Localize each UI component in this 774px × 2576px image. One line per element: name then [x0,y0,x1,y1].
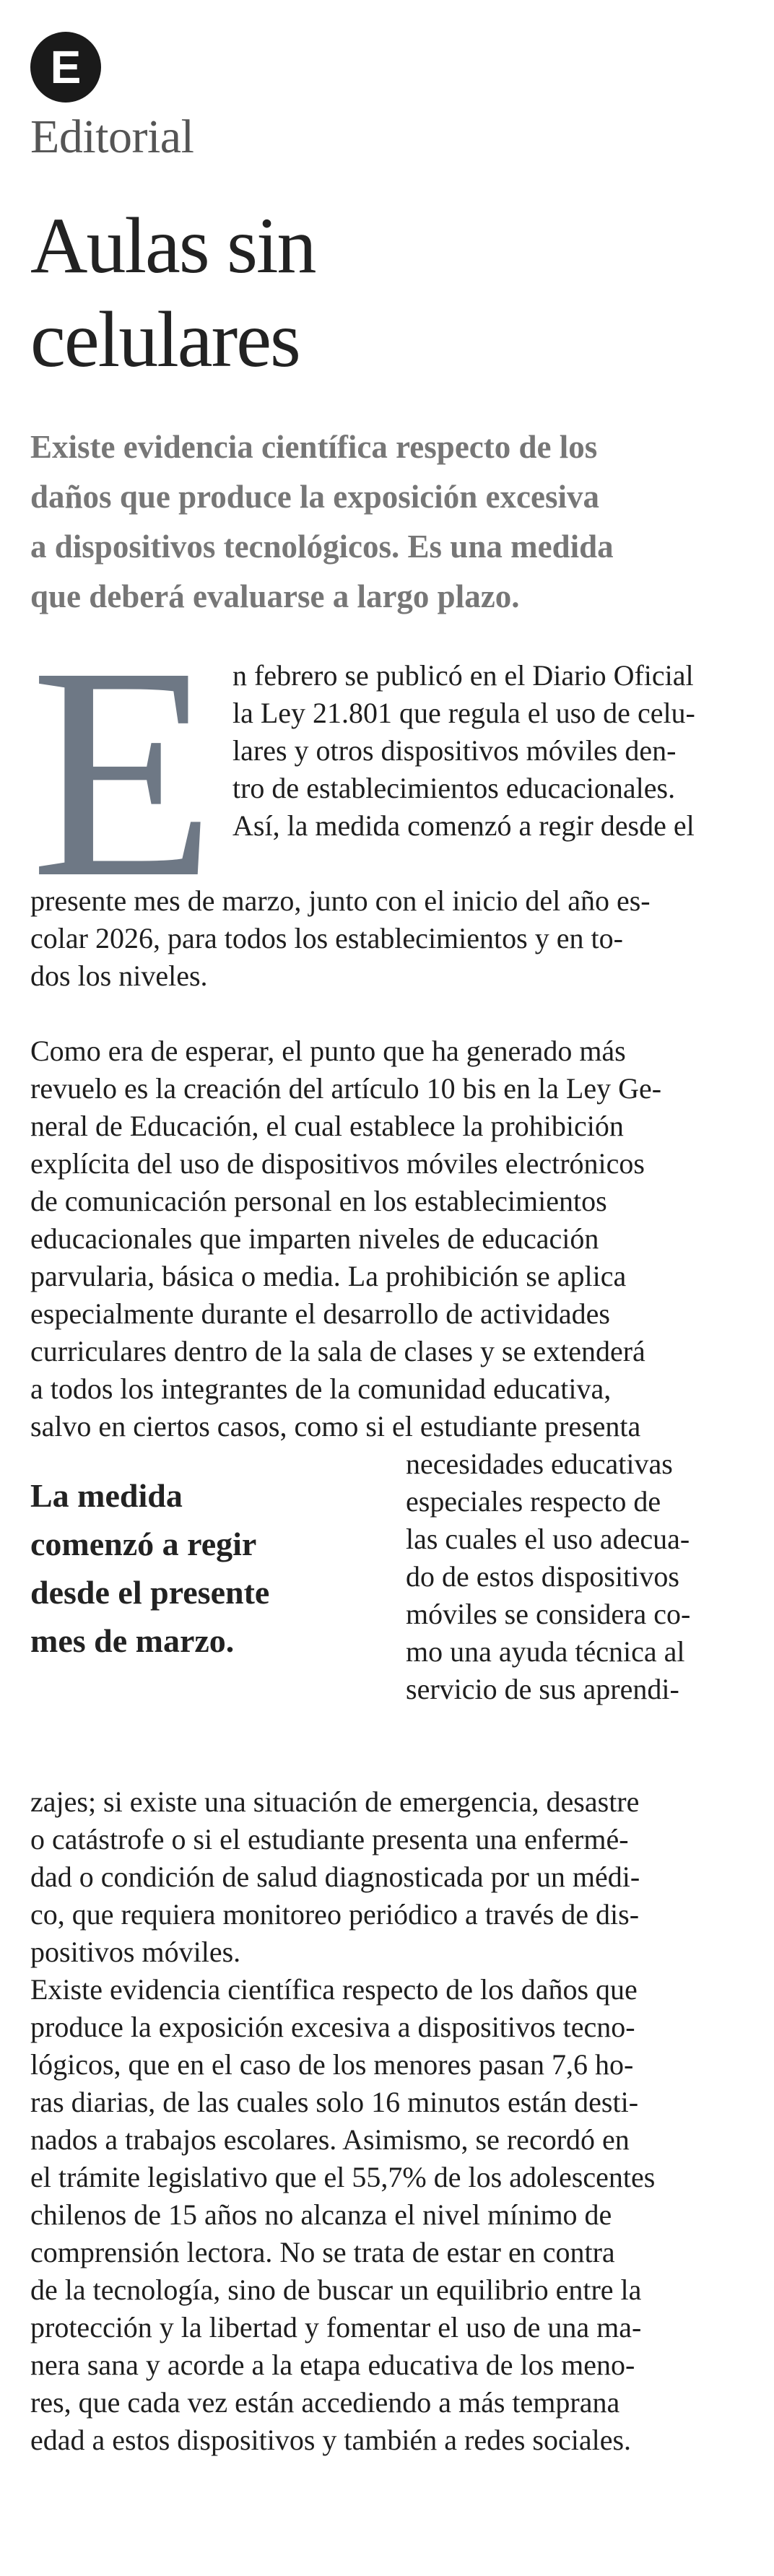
pull-quote-line: La medida [30,1477,183,1514]
body-line: Como era de esperar, el punto que ha generado más [30,1035,626,1067]
body-line: presente mes de marzo, junto con el inicio del año es- [30,884,651,917]
section-label: Editorial [30,110,194,163]
body-line: lares y otros dispositivos móviles den- [232,734,677,767]
subtitle [30,422,752,622]
text-beside-quote [406,1445,752,1708]
body-line: lógicos, que en el caso de los menores pasan 7,6 ho- [30,2048,634,2081]
body-line: do de estos dispositivos [406,1560,679,1593]
third-paragraph [30,1971,752,2459]
subtitle-line: a dispositivos tecnológicos. Es una medida [30,528,614,565]
body-line: parvularia, básica o media. La prohibición se aplica [30,1260,627,1292]
after-quote-text [30,1783,752,1971]
body-line: a todos los integrantes de la comunidad educativa, [30,1372,612,1405]
body-line: res, que cada vez están accediendo a más temprana [30,2386,620,2419]
subtitle-line: daños que produce la exposición excesiva [30,479,599,515]
body-line: especiales respecto de [406,1485,661,1518]
body-line: las cuales el uso adecua- [406,1523,690,1555]
body-line: servicio de sus aprendi- [406,1673,679,1705]
body-line: la Ley 21.801 que regula el uso de celu- [232,697,695,729]
body-line: revuelo es la creación del artículo 10 bis en la Ley Ge- [30,1072,662,1105]
body-line: necesidades educativas [406,1448,673,1480]
body-line: salvo en ciertos casos, como si el estudiante presenta [30,1410,641,1443]
body-line: o catástrofe o si el estudiante presenta una enfermé- [30,1823,629,1855]
body-line: especialmente durante el desarrollo de actividades [30,1297,610,1330]
section-badge: E [30,32,101,103]
body-line: de la tecnología, sino de buscar un equilibrio entre la [30,2273,642,2306]
body-line: comprensión lectora. No se trata de estar en contra [30,2236,615,2268]
subtitle-line: Existe evidencia científica respecto de los [30,429,598,465]
body-line: educacionales que imparten niveles de educación [30,1222,599,1255]
first-paragraph-full [30,882,752,995]
body-line: positivos móviles. [30,1936,241,1968]
body-line: chilenos de 15 años no alcanza el nivel mínimo de [30,2198,612,2231]
body-line: zajes; si existe una situación de emergencia, desastre [30,1785,640,1818]
pull-quote [30,1471,370,1665]
body-line: móviles se considera co- [406,1598,691,1630]
pull-quote-line: comenzó a regir [30,1526,257,1562]
body-line: protección y la libertad y fomentar el uso de una ma- [30,2311,642,2344]
body-line: Así, la medida comenzó a regir desde el [232,809,695,842]
pullquote-block [30,1445,752,1783]
body-line: colar 2026, para todos los establecimientos y en to- [30,922,623,954]
body-line: el trámite legislativo que el 55,7% de los adolescentes [30,2161,656,2193]
article-body [30,604,752,2459]
body-line: produce la exposición excesiva a dispositivos tecno- [30,2011,635,2043]
pull-quote-line: desde el presente [30,1574,270,1611]
body-line: co, que requiera monitoreo periódico a través de dis- [30,1898,640,1931]
body-line: explícita del uso de dispositivos móviles electrónicos [30,1147,645,1180]
body-line: de comunicación personal en los establecimientos [30,1185,607,1217]
body-line: n febrero se publicó en el Diario Oficial [232,659,694,692]
body-line: Existe evidencia científica respecto de los daños que [30,1973,638,2006]
body-line: curriculares dentro de la sala de clases y se extenderá [30,1335,645,1367]
first-paragraph-indented [232,657,752,845]
first-paragraph [30,604,752,1032]
body-line: nados a trabajos escolares. Asimismo, se recordó en [30,2123,630,2156]
body-line: tro de establecimientos educacionales. [232,772,676,804]
subtitle-line: que deberá evaluarse a largo plazo. [30,578,520,614]
drop-cap: E [30,604,216,940]
pull-quote-line: mes de marzo. [30,1622,235,1659]
body-line: ras diarias, de las cuales solo 16 minutos están desti- [30,2086,639,2118]
body-line: mo una ayuda técnica al [406,1635,685,1668]
body-line: dos los niveles. [30,960,208,992]
body-line: neral de Educación, el cual establece la prohibición [30,1110,624,1142]
second-paragraph [30,1032,752,1445]
body-line: edad a estos dispositivos y también a redes sociales. [30,2424,632,2456]
headline-line: Aulas sin [30,201,316,290]
headline [30,199,752,386]
headline-line: celulares [30,295,300,383]
body-line: nera sana y acorde a la etapa educativa de los meno- [30,2349,635,2381]
body-line: dad o condición de salud diagnosticada por un médi- [30,1861,640,1893]
